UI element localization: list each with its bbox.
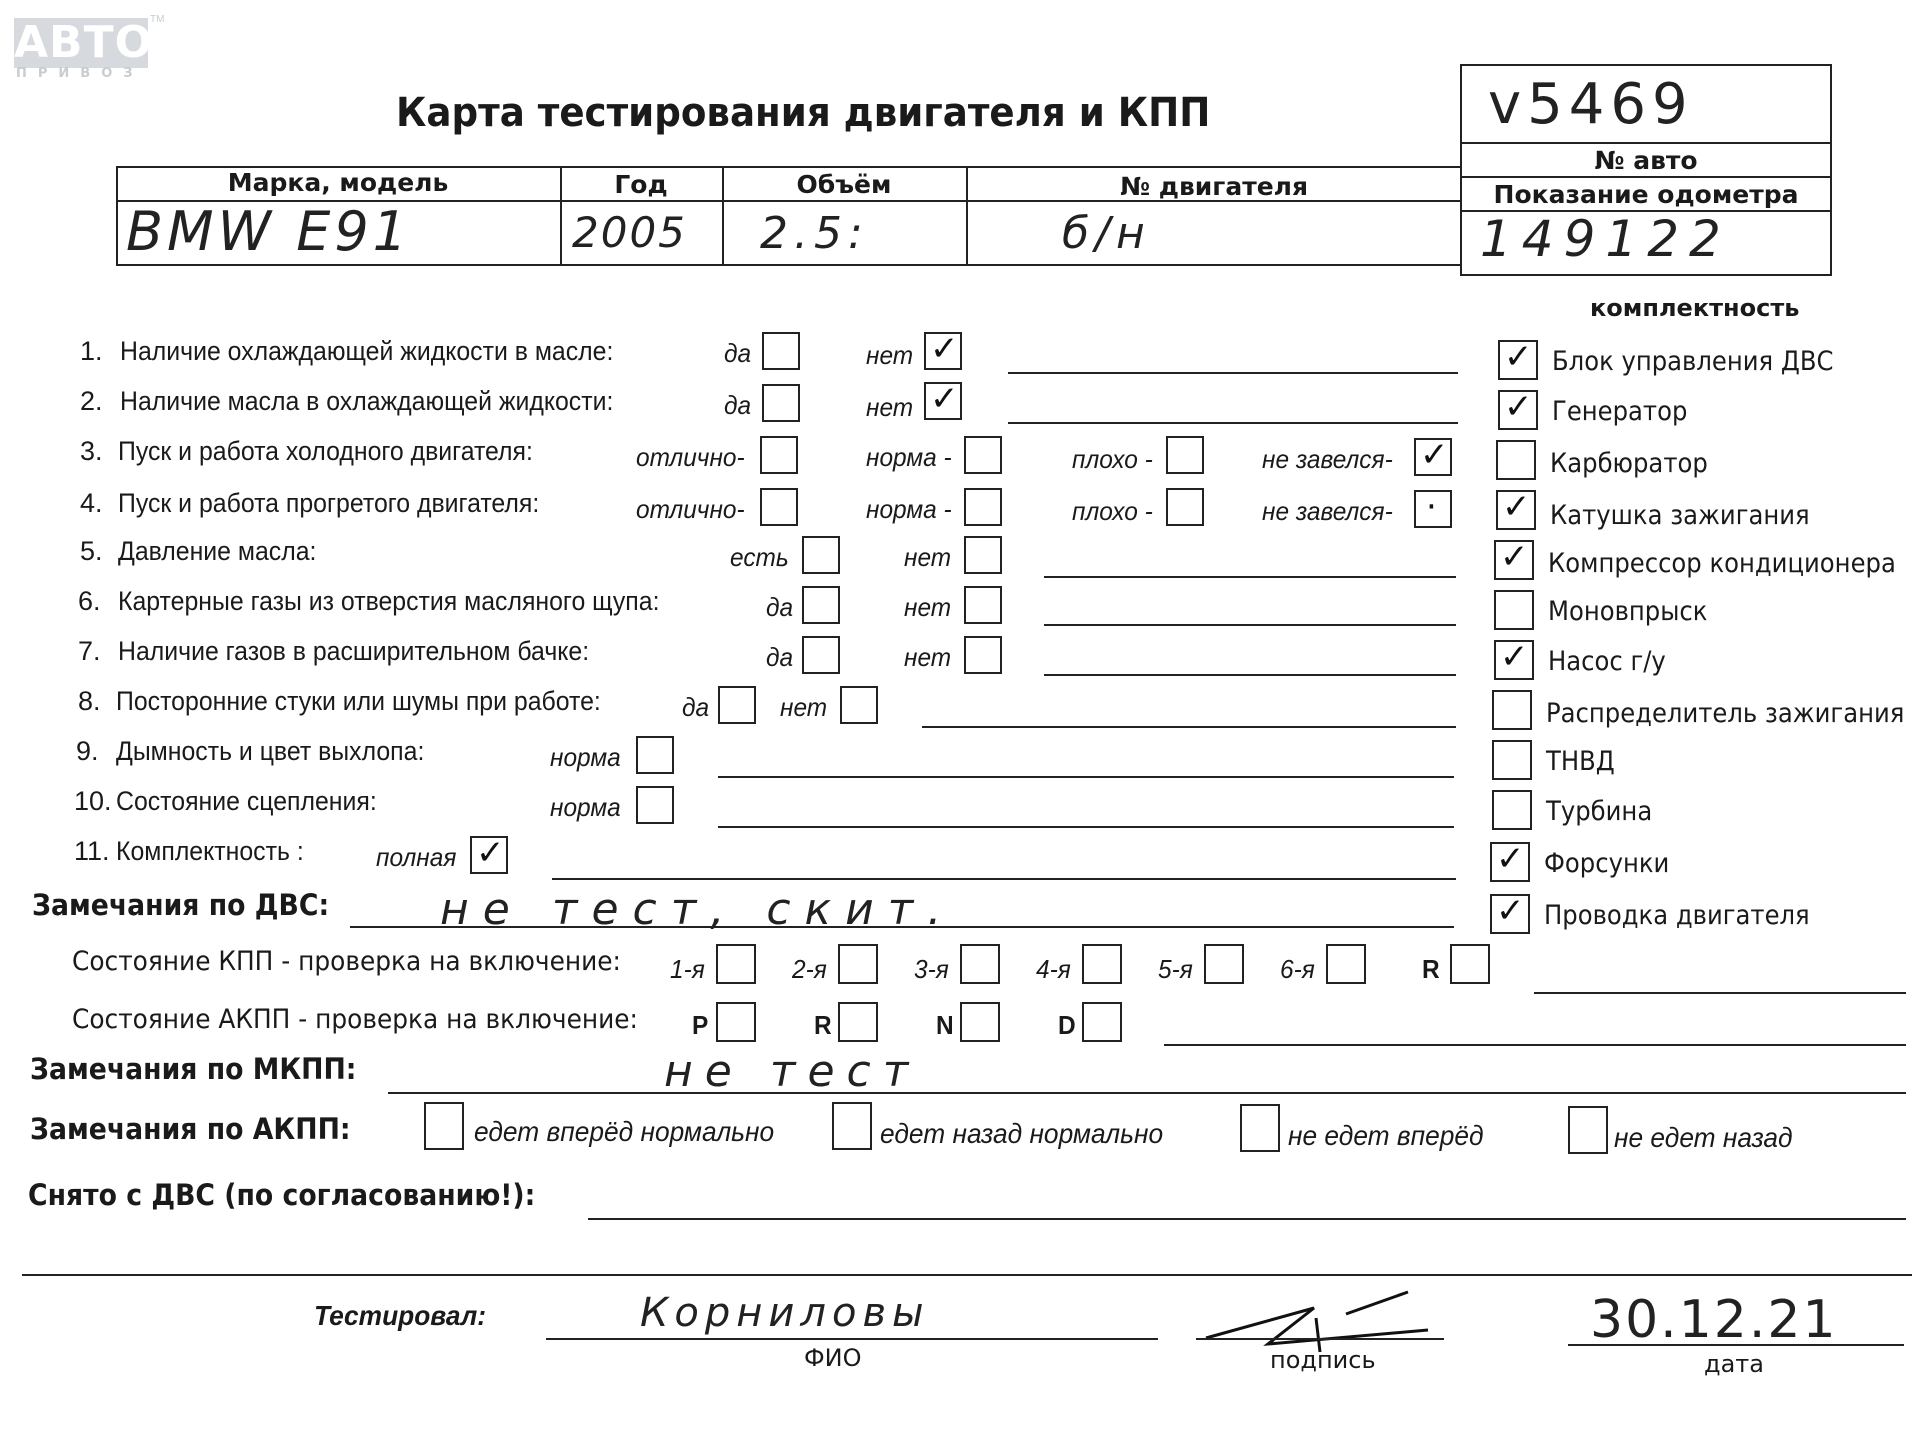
q6-no-checkbox[interactable] — [964, 586, 1002, 624]
fio-line — [546, 1338, 1158, 1340]
q8-opt-no: нет — [780, 692, 828, 722]
akpp-mode-r-checkbox[interactable] — [838, 1002, 878, 1042]
q8-opt-yes: да — [682, 692, 710, 722]
remarks-mkpp-label: Замечания по МКПП: — [30, 1052, 357, 1086]
auto-box-top — [1460, 64, 1832, 66]
akpp-backward-ok-checkbox[interactable] — [832, 1102, 872, 1150]
removed-line — [588, 1218, 1906, 1220]
q4-number: 4. — [80, 488, 103, 518]
akpp-forward-ok-label: едет вперёд нормально — [474, 1116, 775, 1147]
remarks-dvs-label: Замечания по ДВС: — [32, 888, 330, 922]
q5-label: Давление масла: — [118, 536, 317, 566]
completeness-item-0-checkbox[interactable] — [1498, 337, 1538, 380]
auto-box-bottom — [1460, 274, 1832, 276]
akpp-mode-r-label: R — [814, 1010, 832, 1040]
completeness-title: комплектность — [1590, 294, 1800, 322]
q9-label: Дымность и цвет выхлопа: — [116, 736, 425, 766]
completeness-item-8-checkbox[interactable] — [1492, 740, 1532, 780]
q8-yes-checkbox[interactable] — [718, 686, 756, 724]
q8-label: Посторонние стуки или шумы при работе: — [116, 686, 601, 716]
q10-normal-checkbox[interactable] — [636, 786, 674, 824]
q1-opt-no: нет — [866, 340, 914, 370]
remarks-mkpp-line — [388, 1092, 1906, 1094]
kpp-note-line — [1534, 992, 1906, 994]
q3-opt-not-started: не завелся- — [1262, 444, 1393, 474]
q3-opt-normal: норма - — [866, 442, 952, 472]
kpp-gear-6-checkbox[interactable] — [1326, 944, 1366, 984]
remarks-dvs-line — [350, 926, 1454, 928]
q9-opt-normal: норма — [550, 742, 621, 772]
q7-note-line — [1044, 674, 1456, 676]
q4-opt-excellent: отлично- — [636, 494, 745, 524]
completeness-item-7-checkbox[interactable] — [1492, 690, 1532, 730]
kpp-gear-r-checkbox[interactable] — [1450, 944, 1490, 984]
check-mark-icon: ✓ — [1496, 891, 1525, 931]
q9-number: 9. — [76, 736, 99, 766]
check-mark-icon: ✓ — [1496, 839, 1525, 879]
q8-no-checkbox[interactable] — [840, 686, 878, 724]
q5-note-line — [1044, 576, 1456, 578]
logo: АВТО — [14, 17, 154, 68]
odometer-value: 149122 — [1480, 210, 1731, 268]
q4-opt-normal: норма - — [866, 494, 952, 524]
q1-no-checkbox[interactable] — [924, 329, 962, 370]
q4-label: Пуск и работа прогретого двигателя: — [118, 488, 540, 518]
q8-number: 8. — [78, 686, 101, 716]
completeness-item-5-label: Моновпрыск — [1548, 596, 1708, 627]
odometer-label: Показание одометра — [1493, 180, 1799, 209]
value-volume: 2.5: — [760, 208, 869, 259]
q2-opt-yes: да — [724, 390, 752, 420]
completeness-item-1-label: Генератор — [1552, 396, 1688, 427]
q5-no-checkbox[interactable] — [964, 536, 1002, 574]
kpp-gear-5-label: 5-я — [1158, 954, 1193, 984]
check-mark-icon: ✓ — [1420, 435, 1449, 475]
q2-opt-no: нет — [866, 392, 914, 422]
q3-label: Пуск и работа холодного двигателя: — [118, 436, 533, 466]
completeness-item-10-label: Форсунки — [1544, 848, 1670, 879]
completeness-item-8-label: ТНВД — [1546, 746, 1615, 777]
col-volume: Объём — [796, 170, 892, 199]
q1-number: 1. — [80, 336, 103, 366]
q7-yes-checkbox[interactable] — [802, 636, 840, 674]
completeness-item-0-label: Блок управления ДВС — [1552, 346, 1834, 377]
fio-caption: ФИО — [804, 1344, 862, 1372]
q4-opt-bad: плохо - — [1072, 496, 1153, 526]
completeness-item-4-checkbox[interactable] — [1494, 537, 1534, 580]
q4-not-started-checkbox[interactable] — [1414, 487, 1452, 528]
akpp-no-forward-checkbox[interactable] — [1240, 1104, 1280, 1152]
check-mark-icon: ✓ — [476, 833, 505, 873]
kpp-gear-3-checkbox[interactable] — [960, 944, 1000, 984]
q5-yes-checkbox[interactable] — [802, 536, 840, 574]
completeness-item-7-label: Распределитель зажигания — [1546, 698, 1905, 729]
q5-number: 5. — [80, 536, 103, 566]
completeness-item-9-checkbox[interactable] — [1492, 790, 1532, 830]
q10-opt-normal: норма — [550, 792, 621, 822]
removed-line-2 — [22, 1274, 1912, 1276]
q5-opt-no: нет — [904, 542, 952, 572]
q2-label: Наличие масла в охлаждающей жидкости: — [120, 386, 614, 416]
page-title: Карта тестирования двигателя и КПП — [396, 90, 1211, 136]
q5-opt-yes: есть — [730, 542, 789, 572]
q11-opt-full: полная — [376, 842, 457, 872]
q10-label: Состояние сцепления: — [116, 786, 377, 816]
q11-label: Комплектность : — [116, 836, 304, 866]
date-line — [1568, 1344, 1904, 1346]
completeness-item-2-checkbox[interactable] — [1496, 440, 1536, 480]
akpp-forward-ok-checkbox[interactable] — [424, 1102, 464, 1150]
q1-label: Наличие охлаждающей жидкости в масле: — [120, 336, 614, 366]
check-mark-icon: ✓ — [1504, 337, 1533, 377]
q6-opt-no: нет — [904, 592, 952, 622]
completeness-item-6-label: Насос г/у — [1548, 646, 1666, 677]
value-year: 2005 — [572, 208, 687, 257]
kpp-gear-2-label: 2-я — [792, 954, 827, 984]
remarks-akpp-label: Замечания по АКПП: — [30, 1112, 351, 1146]
akpp-mode-p-checkbox[interactable] — [716, 1002, 756, 1042]
q10-number: 10. — [74, 786, 112, 816]
completeness-item-2-label: Карбюратор — [1550, 448, 1708, 479]
completeness-item-4-label: Компрессор кондиционера — [1548, 548, 1896, 579]
kpp-gear-2-checkbox[interactable] — [838, 944, 878, 984]
q6-number: 6. — [78, 586, 101, 616]
q7-label: Наличие газов в расширительном бачке: — [118, 636, 590, 666]
q7-no-checkbox[interactable] — [964, 636, 1002, 674]
completeness-item-11-label: Проводка двигателя — [1544, 900, 1810, 931]
completeness-item-5-checkbox[interactable] — [1494, 590, 1534, 630]
q1-opt-yes: да — [724, 338, 752, 368]
akpp-no-backward-label: не едет назад — [1614, 1122, 1793, 1153]
auto-box-line — [1460, 176, 1832, 178]
q6-opt-yes: да — [766, 592, 794, 622]
akpp-mode-n-checkbox[interactable] — [960, 1002, 1000, 1042]
logo-subtitle: ПРИВОЗ — [16, 66, 144, 81]
akpp-mode-n-label: N — [936, 1010, 954, 1040]
kpp-gear-4-checkbox[interactable] — [1082, 944, 1122, 984]
date-value: 30.12.21 — [1590, 1290, 1838, 1350]
logo-trademark: TM — [150, 14, 165, 25]
date-caption: дата — [1704, 1350, 1764, 1378]
akpp-no-backward-checkbox[interactable] — [1568, 1106, 1608, 1154]
check-mark-icon: ✓ — [1502, 487, 1531, 527]
remarks-dvs-value: не тест, скит. — [440, 884, 956, 935]
q4-bad-checkbox[interactable] — [1166, 488, 1204, 526]
q6-note-line — [1044, 624, 1456, 626]
q8-note-line — [922, 726, 1456, 728]
auto-box-line — [1460, 142, 1832, 144]
akpp-mode-d-checkbox[interactable] — [1082, 1002, 1122, 1042]
akpp-backward-ok-label: едет назад нормально — [880, 1118, 1164, 1149]
completeness-item-3-label: Катушка зажигания — [1550, 500, 1810, 531]
q2-number: 2. — [80, 386, 103, 416]
completeness-item-11-checkbox[interactable] — [1490, 891, 1530, 934]
akpp-mode-p-label: P — [692, 1010, 709, 1040]
akpp-label: Состояние АКПП - проверка на включение: — [72, 1004, 638, 1035]
q4-excellent-checkbox[interactable] — [760, 488, 798, 526]
kpp-gear-3-label: 3-я — [914, 954, 949, 984]
q1-yes-checkbox[interactable] — [762, 332, 800, 370]
akpp-note-line — [1164, 1044, 1906, 1046]
value-engine-no: б/н — [1062, 208, 1151, 259]
akpp-no-forward-label: не едет вперёд — [1288, 1120, 1484, 1151]
kpp-gear-1-label: 1-я — [670, 954, 705, 984]
q3-bad-checkbox[interactable] — [1166, 436, 1204, 474]
completeness-item-3-checkbox[interactable] — [1496, 487, 1536, 530]
q6-label: Картерные газы из отверстия масляного щупа: — [118, 586, 660, 616]
q3-not-started-checkbox[interactable] — [1414, 435, 1452, 476]
col-brand-model: Марка, модель — [227, 168, 449, 197]
col-engine-no: № двигателя — [1119, 172, 1309, 201]
tested-label: Тестировал: — [314, 1300, 486, 1331]
kpp-gear-1-checkbox[interactable] — [716, 944, 756, 984]
completeness-item-9-label: Турбина — [1546, 796, 1653, 827]
signature-line — [1196, 1338, 1444, 1340]
check-mark-icon: ✓ — [1504, 387, 1533, 427]
q6-yes-checkbox[interactable] — [802, 586, 840, 624]
removed-label: Снято с ДВС (по согласованию!): — [28, 1178, 536, 1212]
q3-opt-excellent: отлично- — [636, 442, 745, 472]
q11-note-line — [552, 878, 1456, 880]
dot-mark-icon: · — [1426, 487, 1437, 527]
completeness-item-6-checkbox[interactable] — [1494, 637, 1534, 680]
akpp-mode-d-label: D — [1058, 1010, 1076, 1040]
q7-number: 7. — [78, 636, 101, 666]
kpp-gear-r-label: R — [1422, 954, 1440, 984]
q11-number: 11. — [74, 836, 110, 866]
check-mark-icon: ✓ — [1500, 537, 1529, 577]
header-bottom-line — [116, 264, 1462, 266]
q3-opt-bad: плохо - — [1072, 444, 1153, 474]
q4-opt-not-started: не завелся- — [1262, 496, 1393, 526]
q2-no-checkbox[interactable] — [924, 379, 962, 420]
remarks-mkpp-value: не тест — [664, 1046, 921, 1097]
kpp-gear-6-label: 6-я — [1280, 954, 1315, 984]
check-mark-icon: ✓ — [1500, 637, 1529, 677]
q3-number: 3. — [80, 436, 103, 466]
q3-excellent-checkbox[interactable] — [760, 436, 798, 474]
check-mark-icon: ✓ — [930, 329, 959, 369]
q10-note-line — [718, 826, 1454, 828]
completeness-item-1-checkbox[interactable] — [1498, 387, 1538, 430]
check-mark-icon: ✓ — [930, 379, 959, 419]
signature-caption: подпись — [1270, 1346, 1376, 1374]
q9-normal-checkbox[interactable] — [636, 736, 674, 774]
q3-normal-checkbox[interactable] — [964, 436, 1002, 474]
q4-normal-checkbox[interactable] — [964, 488, 1002, 526]
completeness-item-10-checkbox[interactable] — [1490, 839, 1530, 882]
q9-note-line — [718, 776, 1454, 778]
kpp-label: Состояние КПП - проверка на включение: — [72, 946, 621, 977]
q2-yes-checkbox[interactable] — [762, 384, 800, 422]
auto-number-label: № авто — [1594, 146, 1698, 175]
col-year: Год — [614, 170, 668, 199]
auto-number-value: v5469 — [1488, 72, 1694, 137]
kpp-gear-5-checkbox[interactable] — [1204, 944, 1244, 984]
q7-opt-yes: да — [766, 642, 794, 672]
q1-note-line — [1008, 372, 1458, 374]
tester-fio-value: Корниловы — [640, 1290, 930, 1336]
q7-opt-no: нет — [904, 642, 952, 672]
kpp-gear-4-label: 4-я — [1036, 954, 1071, 984]
value-brand-model: BMW E91 — [126, 200, 412, 263]
q11-full-checkbox[interactable] — [470, 833, 508, 874]
q2-note-line — [1008, 422, 1458, 424]
